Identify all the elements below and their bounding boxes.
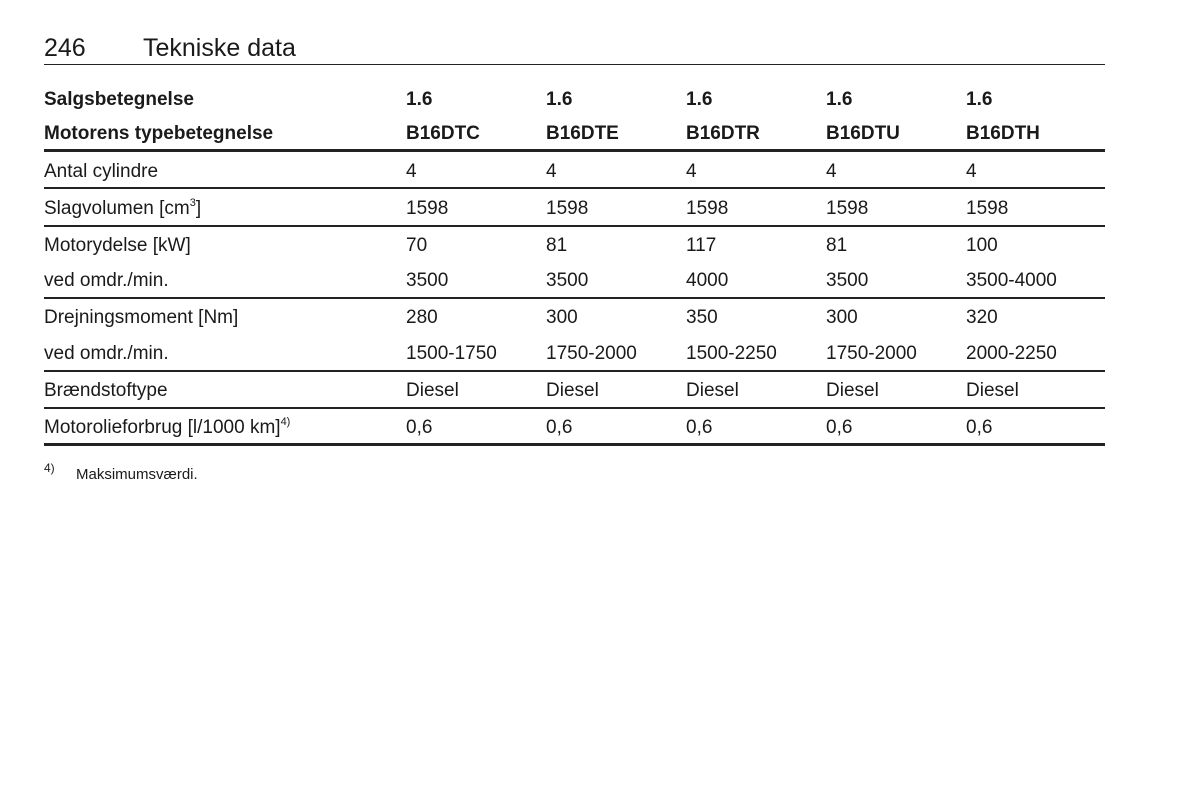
table-cell: 2000-2250 xyxy=(966,343,1057,364)
table-head-cell: B16DTU xyxy=(826,123,900,144)
row-divider xyxy=(44,187,1105,189)
table-cell: 1598 xyxy=(686,198,729,219)
table-cell: 3500 xyxy=(546,270,589,291)
table-cell: 3500-4000 xyxy=(966,270,1057,291)
footnote-marker: 4) xyxy=(44,461,55,475)
table-cell: 4 xyxy=(686,161,697,182)
table-cell: 0,6 xyxy=(406,417,433,438)
table-cell: 350 xyxy=(686,307,718,328)
table-cell: 1500-1750 xyxy=(406,343,497,364)
table-head-cell: B16DTR xyxy=(686,123,760,144)
table-cell: 0,6 xyxy=(826,417,853,438)
table-cell: 300 xyxy=(826,307,858,328)
table-head-cell: 1.6 xyxy=(406,89,433,110)
table-head-label: Salgsbetegnelse xyxy=(44,89,194,110)
page-number: 246 xyxy=(44,34,86,62)
row-label: ved omdr./min. xyxy=(44,343,169,364)
row-label: Brændstoftype xyxy=(44,380,168,401)
table-head-cell: 1.6 xyxy=(966,89,993,110)
row-divider xyxy=(44,297,1105,299)
table-cell: 4 xyxy=(966,161,977,182)
page-header xyxy=(44,30,1105,65)
table-cell: Diesel xyxy=(546,380,599,401)
table-cell: 0,6 xyxy=(966,417,993,438)
table-cell: 4 xyxy=(406,161,417,182)
row-divider xyxy=(44,407,1105,409)
footnote-text: Maksimumsværdi. xyxy=(76,466,198,483)
table-head-cell: B16DTC xyxy=(406,123,480,144)
table-cell: Diesel xyxy=(966,380,1019,401)
table-cell: 4 xyxy=(546,161,557,182)
row-divider xyxy=(44,225,1105,227)
row-label: Antal cylindre xyxy=(44,161,159,182)
table-bottom-rule xyxy=(44,443,1105,446)
footnote-reference: 4) xyxy=(280,416,291,428)
table-cell: 1750-2000 xyxy=(826,343,917,364)
table-head-label: Motorens typebetegnelse xyxy=(44,123,274,144)
table-cell: 81 xyxy=(546,235,568,256)
table-cell: 4 xyxy=(826,161,837,182)
table-cell: 1598 xyxy=(826,198,869,219)
table-cell: 1598 xyxy=(406,198,449,219)
table-cell: 0,6 xyxy=(546,417,573,438)
table-head-rule xyxy=(44,149,1105,152)
page-title: Tekniske data xyxy=(143,34,296,62)
table-cell: 117 xyxy=(686,235,717,256)
table-cell: 0,6 xyxy=(686,417,713,438)
superscript: 3 xyxy=(189,197,196,209)
table-cell: 1500-2250 xyxy=(686,343,777,364)
table-head-cell: B16DTH xyxy=(966,123,1040,144)
table-cell: 70 xyxy=(406,235,428,256)
table-cell: 3500 xyxy=(826,270,869,291)
table-cell: 4000 xyxy=(686,270,729,291)
table-cell: 320 xyxy=(966,307,998,328)
table-cell: 100 xyxy=(966,235,998,256)
table-cell: 300 xyxy=(546,307,578,328)
row-divider xyxy=(44,370,1105,372)
table-head-cell: B16DTE xyxy=(546,123,619,144)
row-label: Motorydelse [kW] xyxy=(44,235,191,256)
row-label: Drejningsmoment [Nm] xyxy=(44,307,239,328)
row-label: ved omdr./min. xyxy=(44,270,169,291)
table-cell: 280 xyxy=(406,307,438,328)
table-head-cell: 1.6 xyxy=(686,89,713,110)
table-cell: 1750-2000 xyxy=(546,343,637,364)
row-label: Slagvolumen $[cm^3]$ xyxy=(44,197,202,219)
table-head-cell: 1.6 xyxy=(546,89,573,110)
table-head-cell: 1.6 xyxy=(826,89,853,110)
table-cell: Diesel xyxy=(826,380,879,401)
table-cell: 3500 xyxy=(406,270,449,291)
table-cell: Diesel xyxy=(406,380,459,401)
table-cell: 1598 xyxy=(546,198,589,219)
table-cell: 1598 xyxy=(966,198,1009,219)
table-cell: Diesel xyxy=(686,380,739,401)
row-label: Motorolieforbrug [l/1000 km]$^{4)}$ xyxy=(44,416,291,438)
table-cell: 81 xyxy=(826,235,848,256)
